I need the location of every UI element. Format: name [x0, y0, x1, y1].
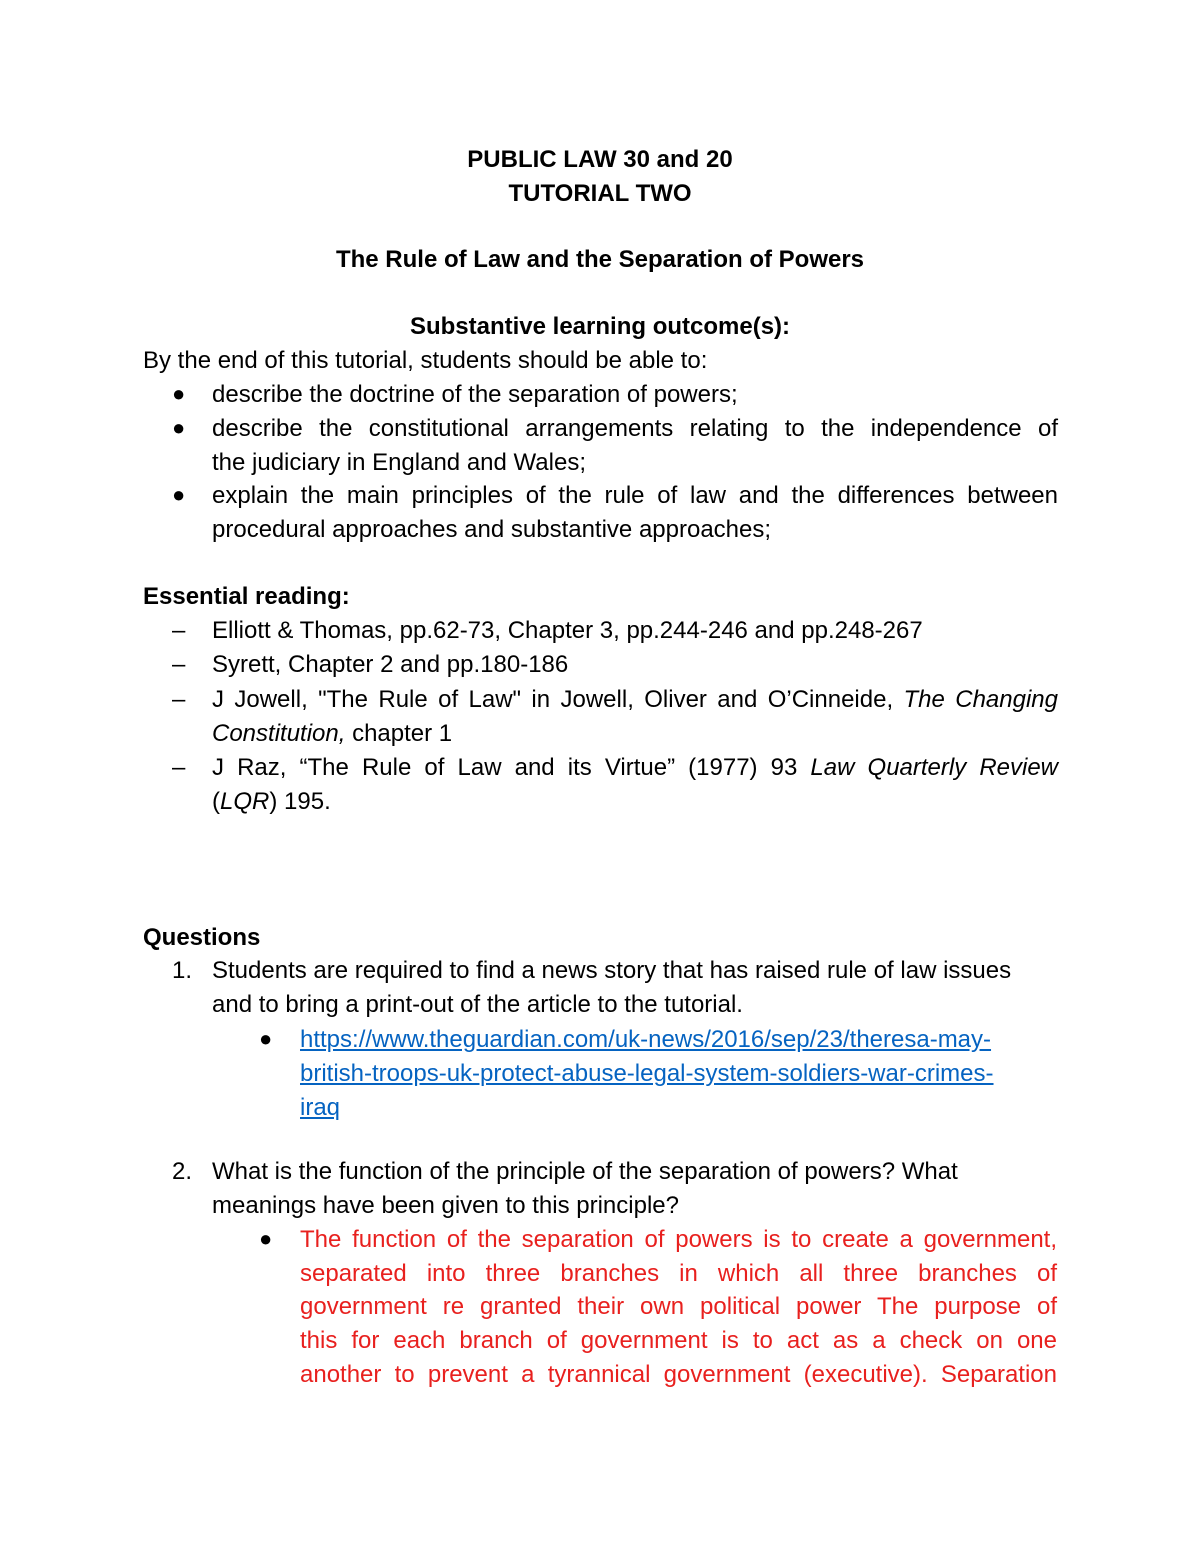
question-text-cont: meanings have been given to this principle? [212, 1192, 679, 1219]
question-text-cont: and to bring a print-out of the article to the tutorial. [212, 991, 743, 1018]
bullet-icon: ● [259, 1226, 273, 1251]
answer-text: separated into three branches in which all three branches of [300, 1260, 1057, 1287]
answer-text: government re granted their own political power The purpose of [300, 1293, 1057, 1320]
news-article-link[interactable]: https://www.theguardian.com/uk-news/2016/sep/23/theresa-may- [300, 1026, 992, 1053]
bullet-icon: ● [172, 482, 186, 507]
outcomes-heading: Substantive learning outcome(s): [409, 313, 791, 340]
answer-text: The function of the separation of powers is to create a government, [300, 1226, 1057, 1253]
bullet-icon: ● [172, 415, 186, 440]
reading-item [212, 754, 1058, 782]
topic-title: The Rule of Law and the Separation of Powers [335, 246, 865, 273]
outcome-item: describe the constitutional arrangements relating to the independence of [212, 415, 1058, 442]
dash-icon: – [172, 754, 186, 781]
question-text: Students are required to find a news story that has raised rule of law issues [212, 957, 1012, 984]
questions-heading: Questions [143, 924, 261, 951]
dash-icon: – [172, 686, 186, 713]
reading-item: Elliott & Thomas, pp.62-73, Chapter 3, pp.244-246 and pp.248-267 [212, 617, 923, 644]
reading-title-italic: Law Quarterly Review [810, 754, 1059, 781]
bullet-icon: ● [259, 1026, 273, 1051]
reading-title-italic: The Changing [903, 686, 1058, 713]
outcomes-intro: By the end of this tutorial, students should be able to: [143, 347, 708, 374]
course-title: PUBLIC LAW 30 and 20 [467, 146, 733, 173]
reading-text: ) 195. [269, 788, 331, 815]
outcome-item-cont: procedural approaches and substantive approaches; [212, 516, 772, 543]
news-article-link-cont[interactable]: british-troops-uk-protect-abuse-legal-system-soldiers-war-crimes- [300, 1060, 994, 1087]
dash-icon: – [172, 617, 186, 644]
tutorial-title: TUTORIAL TWO [508, 180, 692, 207]
bullet-icon: ● [172, 381, 186, 406]
reading-title-italic: LQR [220, 788, 270, 815]
question-number: 1. [172, 957, 193, 984]
reading-text: J Raz, “The Rule of Law and its Virtue” (1977) 93 [212, 754, 811, 781]
reading-text: chapter 1 [345, 720, 453, 747]
reading-item: Syrett, Chapter 2 and pp.180-186 [212, 651, 569, 678]
outcome-item: describe the doctrine of the separation of powers; [212, 381, 738, 408]
reading-item-cont [212, 720, 452, 748]
reading-item [212, 686, 1058, 714]
answer-text: another to prevent a tyrannical government (executive). Separation [300, 1361, 1057, 1388]
reading-text: ( [212, 788, 220, 815]
reading-heading: Essential reading: [143, 583, 350, 610]
outcome-item: explain the main principles of the rule of law and the differences between [212, 482, 1058, 509]
reading-item-cont [212, 788, 331, 816]
reading-title-italic: Constitution, [212, 720, 346, 747]
question-number: 2. [172, 1158, 193, 1185]
dash-icon: – [172, 651, 186, 678]
answer-text: this for each branch of government is to act as a check on one [300, 1327, 1057, 1354]
question-text: What is the function of the principle of the separation of powers? What [212, 1158, 958, 1185]
news-article-link-cont[interactable]: iraq [300, 1094, 341, 1121]
reading-text: J Jowell, "The Rule of Law" in Jowell, Oliver and O’Cinneide, [212, 686, 904, 713]
outcome-item-cont: the judiciary in England and Wales; [212, 449, 586, 476]
